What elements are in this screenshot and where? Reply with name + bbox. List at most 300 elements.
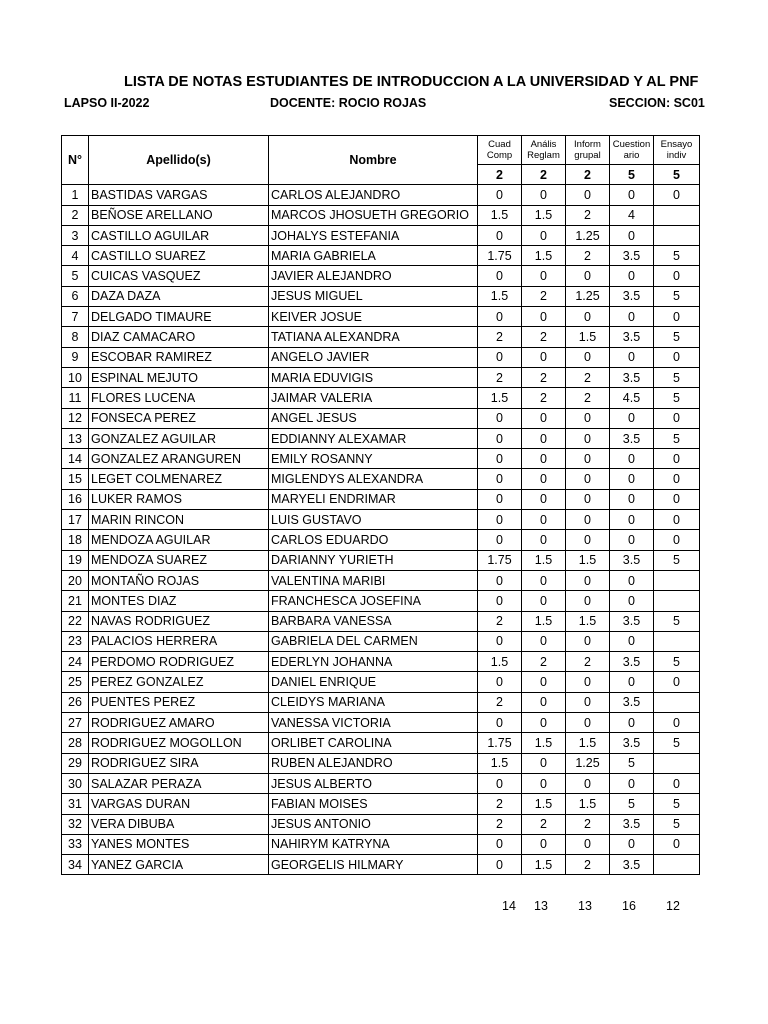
- apellido-cell: RODRIGUEZ AMARO: [89, 713, 269, 733]
- apellido-cell: YANES MONTES: [89, 834, 269, 854]
- table-row: [62, 652, 700, 672]
- score-cell: [654, 855, 700, 875]
- score-cell: 0: [478, 225, 522, 245]
- nombre-cell: JAVIER ALEJANDRO: [269, 266, 478, 286]
- score-cell: 0: [522, 591, 566, 611]
- nombre-cell: MIGLENDYS ALEXANDRA: [269, 469, 478, 489]
- score-cell: 0: [566, 570, 610, 590]
- score-cell: 0: [610, 266, 654, 286]
- score-cell: 3.5: [610, 246, 654, 266]
- nombre-cell: JESUS MIGUEL: [269, 286, 478, 306]
- score-cell: 0: [478, 591, 522, 611]
- score-cell: 0: [522, 489, 566, 509]
- apellido-cell: RODRIGUEZ MOGOLLON: [89, 733, 269, 753]
- table-row: [62, 286, 700, 306]
- apellido-cell: FONSECA PEREZ: [89, 408, 269, 428]
- score-cell: 0: [566, 307, 610, 327]
- apellido-cell: YANEZ GARCIA: [89, 855, 269, 875]
- row-number: 24: [62, 652, 89, 672]
- score-cell: 0: [610, 185, 654, 205]
- score-cell: 0: [478, 530, 522, 550]
- table-row: [62, 388, 700, 408]
- nombre-cell: JAIMAR VALERIA: [269, 388, 478, 408]
- table-row: [62, 773, 700, 793]
- nombre-cell: RUBEN ALEJANDRO: [269, 753, 478, 773]
- score-cell: [654, 692, 700, 712]
- score-cell: 3.5: [610, 286, 654, 306]
- score-cell: 0: [478, 347, 522, 367]
- score-cell: 2: [566, 855, 610, 875]
- score-cell: 5: [654, 428, 700, 448]
- row-number: 4: [62, 246, 89, 266]
- row-number: 18: [62, 530, 89, 550]
- score-cell: 5: [654, 286, 700, 306]
- score-cell: 0: [610, 834, 654, 854]
- total-value: 14: [502, 899, 516, 913]
- apellido-cell: BEÑOSE ARELLANO: [89, 205, 269, 225]
- total-value: 13: [578, 899, 592, 913]
- document-title: LISTA DE NOTAS ESTUDIANTES DE INTRODUCCION A LA UNIVERSIDAD Y AL PNF: [124, 74, 699, 90]
- score-cell: 0: [522, 185, 566, 205]
- score-cell: 0: [478, 672, 522, 692]
- score-cell: 4.5: [610, 388, 654, 408]
- table-row: [62, 550, 700, 570]
- apellido-cell: PEREZ GONZALEZ: [89, 672, 269, 692]
- row-number: 12: [62, 408, 89, 428]
- score-cell: 3.5: [610, 550, 654, 570]
- score-cell: 5: [654, 388, 700, 408]
- score-cell: 0: [522, 347, 566, 367]
- score-cell: 0: [654, 530, 700, 550]
- score-cell: 0: [478, 631, 522, 651]
- score-cell: 2: [478, 327, 522, 347]
- score-cell: 0: [522, 225, 566, 245]
- header-col-weight: 5: [654, 165, 700, 185]
- score-cell: 0: [654, 773, 700, 793]
- grades-table: [61, 135, 700, 875]
- score-cell: 0: [610, 225, 654, 245]
- score-cell: 1.5: [478, 388, 522, 408]
- score-cell: 3.5: [610, 367, 654, 387]
- score-cell: 0: [566, 530, 610, 550]
- nombre-cell: VALENTINA MARIBI: [269, 570, 478, 590]
- row-number: 10: [62, 367, 89, 387]
- score-cell: 1.5: [478, 753, 522, 773]
- nombre-cell: EDDIANNY ALEXAMAR: [269, 428, 478, 448]
- score-cell: 0: [478, 489, 522, 509]
- score-cell: 0: [522, 570, 566, 590]
- score-cell: 0: [566, 408, 610, 428]
- table-row: [62, 449, 700, 469]
- seccion-label: SECCION: SC01: [609, 96, 705, 110]
- apellido-cell: LUKER RAMOS: [89, 489, 269, 509]
- table-row: [62, 266, 700, 286]
- score-cell: 1.5: [566, 550, 610, 570]
- score-cell: 0: [478, 834, 522, 854]
- score-cell: 0: [478, 449, 522, 469]
- score-cell: 0: [522, 428, 566, 448]
- apellido-cell: PALACIOS HERRERA: [89, 631, 269, 651]
- header-col-weight: 2: [522, 165, 566, 185]
- score-cell: 1.5: [478, 205, 522, 225]
- score-cell: 0: [654, 185, 700, 205]
- score-cell: 0: [654, 449, 700, 469]
- apellido-cell: BASTIDAS VARGAS: [89, 185, 269, 205]
- nombre-cell: ANGEL JESUS: [269, 408, 478, 428]
- score-cell: 5: [654, 794, 700, 814]
- score-cell: 0: [478, 510, 522, 530]
- score-cell: 2: [478, 814, 522, 834]
- nombre-cell: GEORGELIS HILMARY: [269, 855, 478, 875]
- row-number: 28: [62, 733, 89, 753]
- nombre-cell: TATIANA ALEXANDRA: [269, 327, 478, 347]
- score-cell: 1.5: [478, 652, 522, 672]
- score-cell: 0: [654, 266, 700, 286]
- score-cell: 0: [478, 773, 522, 793]
- score-cell: [654, 570, 700, 590]
- score-cell: 1.5: [522, 794, 566, 814]
- score-cell: 0: [654, 510, 700, 530]
- header-col-weight: 5: [610, 165, 654, 185]
- score-cell: 0: [522, 834, 566, 854]
- header-num: N°: [62, 136, 89, 185]
- score-cell: 0: [610, 408, 654, 428]
- score-cell: 0: [610, 347, 654, 367]
- score-cell: 0: [654, 469, 700, 489]
- nombre-cell: DARIANNY YURIETH: [269, 550, 478, 570]
- row-number: 30: [62, 773, 89, 793]
- row-number: 16: [62, 489, 89, 509]
- apellido-cell: MARIN RINCON: [89, 510, 269, 530]
- table-row: [62, 611, 700, 631]
- score-cell: 2: [566, 367, 610, 387]
- score-cell: 0: [654, 672, 700, 692]
- score-cell: 0: [522, 510, 566, 530]
- score-cell: 0: [610, 672, 654, 692]
- nombre-cell: JOHALYS ESTEFANIA: [269, 225, 478, 245]
- score-cell: 1.5: [522, 550, 566, 570]
- row-number: 21: [62, 591, 89, 611]
- score-cell: 1.75: [478, 550, 522, 570]
- apellido-cell: NAVAS RODRIGUEZ: [89, 611, 269, 631]
- score-cell: 0: [566, 631, 610, 651]
- score-cell: 2: [522, 327, 566, 347]
- score-cell: 0: [522, 469, 566, 489]
- header-col-label: Inform grupal: [566, 136, 610, 165]
- header-col-label: Cuestion ario: [610, 136, 654, 165]
- nombre-cell: MARIA GABRIELA: [269, 246, 478, 266]
- score-cell: 0: [654, 713, 700, 733]
- nombre-cell: FRANCHESCA JOSEFINA: [269, 591, 478, 611]
- score-cell: 5: [654, 550, 700, 570]
- nombre-cell: CARLOS ALEJANDRO: [269, 185, 478, 205]
- score-cell: 2: [522, 367, 566, 387]
- row-number: 11: [62, 388, 89, 408]
- score-cell: 1.5: [566, 327, 610, 347]
- header-apellido: Apellido(s): [89, 136, 269, 185]
- nombre-cell: BARBARA VANESSA: [269, 611, 478, 631]
- row-number: 3: [62, 225, 89, 245]
- table-row: [62, 185, 700, 205]
- table-row: [62, 672, 700, 692]
- score-cell: 2: [478, 692, 522, 712]
- score-cell: 5: [610, 753, 654, 773]
- score-cell: 0: [522, 753, 566, 773]
- apellido-cell: PERDOMO RODRIGUEZ: [89, 652, 269, 672]
- score-cell: 0: [478, 428, 522, 448]
- score-cell: 0: [522, 408, 566, 428]
- nombre-cell: JESUS ALBERTO: [269, 773, 478, 793]
- score-cell: 0: [522, 672, 566, 692]
- score-cell: 0: [610, 713, 654, 733]
- score-cell: 0: [566, 489, 610, 509]
- header-col-label: Cuad Comp: [478, 136, 522, 165]
- score-cell: 0: [610, 307, 654, 327]
- nombre-cell: GABRIELA DEL CARMEN: [269, 631, 478, 651]
- score-cell: 1.75: [478, 733, 522, 753]
- row-number: 20: [62, 570, 89, 590]
- header-col-weight: 2: [566, 165, 610, 185]
- nombre-cell: EDERLYN JOHANNA: [269, 652, 478, 672]
- score-cell: 1.5: [522, 733, 566, 753]
- nombre-cell: LUIS GUSTAVO: [269, 510, 478, 530]
- score-cell: 1.5: [522, 855, 566, 875]
- score-cell: 4: [610, 205, 654, 225]
- header-col-weight: 2: [478, 165, 522, 185]
- row-number: 7: [62, 307, 89, 327]
- table-row: [62, 591, 700, 611]
- row-number: 14: [62, 449, 89, 469]
- score-cell: 1.5: [522, 205, 566, 225]
- table-row: [62, 855, 700, 875]
- score-cell: 1.5: [522, 246, 566, 266]
- score-cell: 0: [566, 692, 610, 712]
- score-cell: 0: [654, 307, 700, 327]
- table-row: [62, 692, 700, 712]
- score-cell: 0: [566, 428, 610, 448]
- score-cell: 5: [654, 327, 700, 347]
- row-number: 1: [62, 185, 89, 205]
- score-cell: 0: [522, 631, 566, 651]
- row-number: 23: [62, 631, 89, 651]
- table-row: [62, 814, 700, 834]
- table-row: [62, 510, 700, 530]
- score-cell: 2: [478, 794, 522, 814]
- apellido-cell: ESPINAL MEJUTO: [89, 367, 269, 387]
- score-cell: 0: [610, 449, 654, 469]
- score-cell: 2: [478, 367, 522, 387]
- docente-label: DOCENTE: ROCIO ROJAS: [270, 96, 427, 110]
- score-cell: 2: [522, 652, 566, 672]
- apellido-cell: VERA DIBUBA: [89, 814, 269, 834]
- score-cell: 5: [610, 794, 654, 814]
- score-cell: 3.5: [610, 652, 654, 672]
- apellido-cell: SALAZAR PERAZA: [89, 773, 269, 793]
- row-number: 29: [62, 753, 89, 773]
- score-cell: 1.5: [566, 733, 610, 753]
- nombre-cell: MARCOS JHOSUETH GREGORIO: [269, 205, 478, 225]
- nombre-cell: VANESSA VICTORIA: [269, 713, 478, 733]
- table-row: [62, 225, 700, 245]
- score-cell: 0: [610, 489, 654, 509]
- apellido-cell: VARGAS DURAN: [89, 794, 269, 814]
- row-number: 19: [62, 550, 89, 570]
- score-cell: 1.25: [566, 286, 610, 306]
- apellido-cell: MONTES DIAZ: [89, 591, 269, 611]
- row-number: 17: [62, 510, 89, 530]
- score-cell: 0: [566, 185, 610, 205]
- score-cell: [654, 205, 700, 225]
- score-cell: 0: [566, 591, 610, 611]
- nombre-cell: KEIVER JOSUE: [269, 307, 478, 327]
- row-number: 31: [62, 794, 89, 814]
- score-cell: 0: [522, 773, 566, 793]
- score-cell: 2: [522, 286, 566, 306]
- apellido-cell: DIAZ CAMACARO: [89, 327, 269, 347]
- apellido-cell: FLORES LUCENA: [89, 388, 269, 408]
- nombre-cell: JESUS ANTONIO: [269, 814, 478, 834]
- score-cell: 0: [566, 266, 610, 286]
- nombre-cell: NAHIRYM KATRYNA: [269, 834, 478, 854]
- score-cell: 0: [522, 713, 566, 733]
- apellido-cell: RODRIGUEZ SIRA: [89, 753, 269, 773]
- score-cell: 2: [566, 388, 610, 408]
- score-cell: 2: [566, 652, 610, 672]
- score-cell: 0: [610, 631, 654, 651]
- score-cell: [654, 591, 700, 611]
- total-value: 16: [622, 899, 636, 913]
- table-body: [62, 185, 700, 875]
- score-cell: 0: [654, 489, 700, 509]
- score-cell: 1.25: [566, 753, 610, 773]
- row-number: 5: [62, 266, 89, 286]
- score-cell: 0: [654, 834, 700, 854]
- table-row: [62, 428, 700, 448]
- apellido-cell: MENDOZA AGUILAR: [89, 530, 269, 550]
- table-row: [62, 246, 700, 266]
- score-cell: 0: [478, 307, 522, 327]
- score-cell: 1.5: [522, 611, 566, 631]
- row-number: 13: [62, 428, 89, 448]
- apellido-cell: PUENTES PEREZ: [89, 692, 269, 712]
- score-cell: 1.75: [478, 246, 522, 266]
- table-row: [62, 367, 700, 387]
- score-cell: 0: [478, 855, 522, 875]
- score-cell: 0: [522, 449, 566, 469]
- row-number: 26: [62, 692, 89, 712]
- table-row: [62, 753, 700, 773]
- score-cell: 3.5: [610, 814, 654, 834]
- score-cell: 0: [478, 570, 522, 590]
- score-cell: 0: [654, 347, 700, 367]
- table-row: [62, 327, 700, 347]
- apellido-cell: CASTILLO AGUILAR: [89, 225, 269, 245]
- score-cell: 0: [610, 773, 654, 793]
- score-cell: 0: [522, 307, 566, 327]
- score-cell: 1.5: [478, 286, 522, 306]
- table-row: [62, 307, 700, 327]
- header-nombre: Nombre: [269, 136, 478, 185]
- row-number: 9: [62, 347, 89, 367]
- score-cell: 2: [566, 246, 610, 266]
- score-cell: 3.5: [610, 692, 654, 712]
- table-row: [62, 631, 700, 651]
- score-cell: 3.5: [610, 611, 654, 631]
- table-row: [62, 834, 700, 854]
- apellido-cell: CASTILLO SUAREZ: [89, 246, 269, 266]
- apellido-cell: LEGET COLMENAREZ: [89, 469, 269, 489]
- score-cell: 0: [522, 530, 566, 550]
- nombre-cell: MARIA EDUVIGIS: [269, 367, 478, 387]
- table-row: [62, 570, 700, 590]
- score-cell: 0: [566, 510, 610, 530]
- score-cell: 0: [522, 266, 566, 286]
- score-cell: 0: [566, 773, 610, 793]
- lapso-label: LAPSO II-2022: [64, 96, 150, 110]
- score-cell: 0: [566, 449, 610, 469]
- score-cell: 0: [522, 692, 566, 712]
- table-row: [62, 408, 700, 428]
- score-cell: 0: [566, 469, 610, 489]
- score-cell: 1.5: [566, 611, 610, 631]
- row-number: 34: [62, 855, 89, 875]
- apellido-cell: GONZALEZ ARANGUREN: [89, 449, 269, 469]
- apellido-cell: MONTAÑO ROJAS: [89, 570, 269, 590]
- score-cell: 0: [566, 347, 610, 367]
- score-cell: 0: [566, 713, 610, 733]
- score-cell: 2: [566, 814, 610, 834]
- table-row: [62, 347, 700, 367]
- score-cell: 0: [478, 408, 522, 428]
- row-number: 2: [62, 205, 89, 225]
- nombre-cell: DANIEL ENRIQUE: [269, 672, 478, 692]
- nombre-cell: MARYELI ENDRIMAR: [269, 489, 478, 509]
- score-cell: 1.25: [566, 225, 610, 245]
- header-col-label: Anális Reglam: [522, 136, 566, 165]
- nombre-cell: CLEIDYS MARIANA: [269, 692, 478, 712]
- row-number: 25: [62, 672, 89, 692]
- apellido-cell: GONZALEZ AGUILAR: [89, 428, 269, 448]
- table-row: [62, 530, 700, 550]
- score-cell: 0: [478, 469, 522, 489]
- score-cell: 3.5: [610, 733, 654, 753]
- score-cell: 0: [654, 408, 700, 428]
- row-number: 8: [62, 327, 89, 347]
- apellido-cell: CUICAS VASQUEZ: [89, 266, 269, 286]
- nombre-cell: EMILY ROSANNY: [269, 449, 478, 469]
- score-cell: 0: [610, 530, 654, 550]
- table-row: [62, 489, 700, 509]
- score-cell: 3.5: [610, 327, 654, 347]
- table-row: [62, 713, 700, 733]
- table-row: [62, 794, 700, 814]
- score-cell: 5: [654, 246, 700, 266]
- score-cell: 0: [610, 570, 654, 590]
- row-number: 33: [62, 834, 89, 854]
- row-number: 15: [62, 469, 89, 489]
- score-cell: 0: [478, 266, 522, 286]
- score-cell: 2: [478, 611, 522, 631]
- score-cell: 0: [610, 469, 654, 489]
- score-cell: [654, 225, 700, 245]
- nombre-cell: ANGELO JAVIER: [269, 347, 478, 367]
- apellido-cell: MENDOZA SUAREZ: [89, 550, 269, 570]
- apellido-cell: ESCOBAR RAMIREZ: [89, 347, 269, 367]
- score-cell: 2: [522, 388, 566, 408]
- score-cell: 0: [478, 185, 522, 205]
- score-cell: 0: [566, 834, 610, 854]
- score-cell: 5: [654, 814, 700, 834]
